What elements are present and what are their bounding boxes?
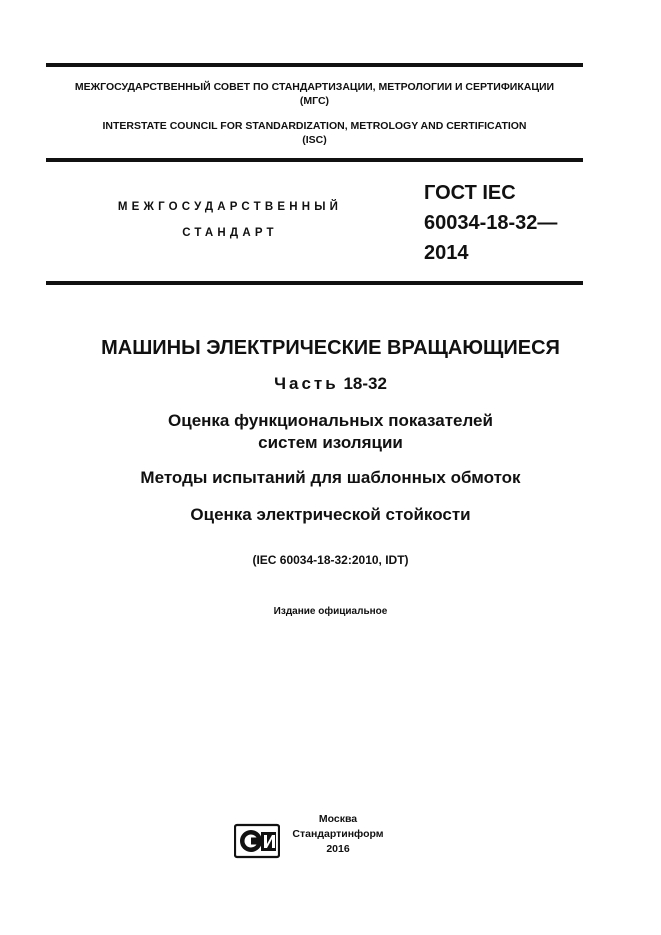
part-number: 18-32: [343, 374, 387, 393]
publisher-year: 2016: [326, 843, 350, 855]
standard-code-line1: ГОСТ IEC: [424, 182, 516, 204]
header-rule: [46, 158, 583, 162]
edition-note: Издание официальное: [273, 606, 388, 617]
council-en-name: INTERSTATE COUNCIL FOR STANDARDIZATION, METROLOGY AND CERTIFICATION: [102, 120, 527, 132]
standard-type-line2: СТАНДАРТ: [182, 227, 278, 239]
top-rule: [46, 63, 583, 67]
subtitle-assessment: [0, 410, 661, 454]
standard-type-line1: МЕЖГОСУДАРСТВЕННЫЙ: [117, 201, 343, 213]
code-rule: [46, 281, 583, 285]
council-ru-abbr: (МГС): [299, 95, 330, 107]
council-en: [46, 119, 583, 147]
standard-code-line2: 60034-18-32—: [424, 212, 558, 234]
council-en-abbr: (ISC): [302, 134, 327, 146]
subtitle-assessment-line1: Оценка функциональных показателей: [168, 411, 493, 430]
council-ru: [46, 80, 583, 108]
publisher: [290, 812, 386, 857]
subtitle-assessment-line2: систем изоляции: [258, 433, 403, 452]
part-word: Часть: [274, 374, 339, 393]
subtitle-electrical-endurance: Оценка электрической стойкости: [190, 505, 471, 524]
council-ru-name: МЕЖГОСУДАРСТВЕННЫЙ СОВЕТ ПО СТАНДАРТИЗАЦИИ, МЕТРОЛОГИИ И СЕРТИФИКАЦИИ: [74, 81, 555, 93]
standartinform-logo-icon: [234, 823, 280, 859]
standard-code-line3: 2014: [424, 242, 469, 264]
standard-code: [424, 178, 557, 268]
publisher-name: Стандартинформ: [292, 828, 384, 840]
publisher-city: Москва: [318, 813, 358, 825]
subtitle-test-methods: Методы испытаний для шаблонных обмоток: [140, 468, 521, 487]
standard-type: [90, 194, 370, 246]
main-title: МАШИНЫ ЭЛЕКТРИЧЕСКИЕ ВРАЩАЮЩИЕСЯ: [101, 337, 560, 359]
iec-reference: (IEC 60034-18-32:2010, IDT): [252, 553, 409, 567]
part-title: [0, 374, 661, 394]
